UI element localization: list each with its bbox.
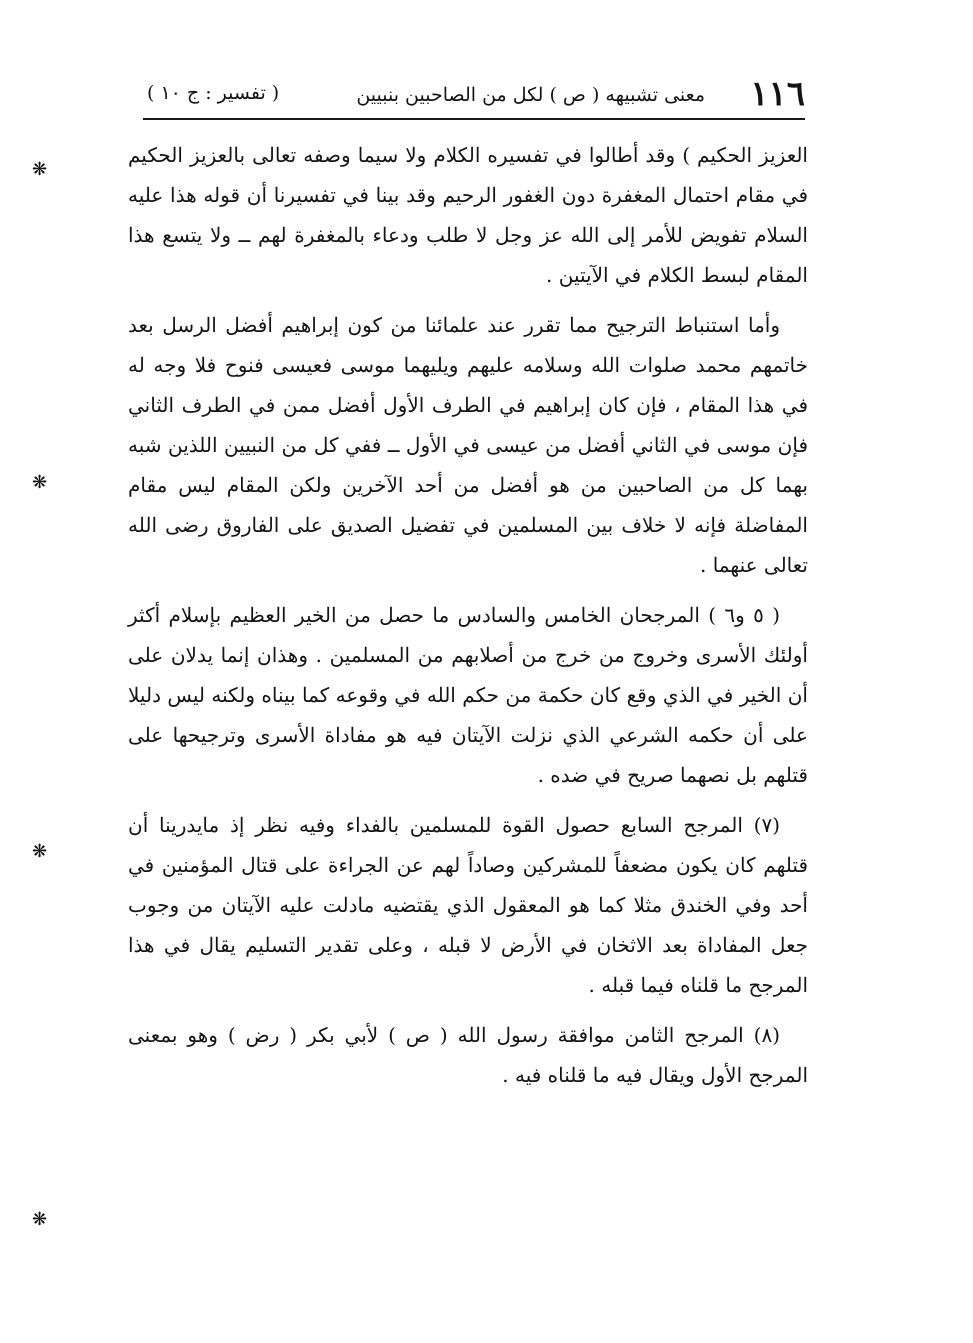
margin-mark-icon: ❋ [32,841,48,862]
margin-mark-icon: ❋ [32,472,48,493]
margin-mark-icon: ❋ [32,1209,48,1230]
page-header [143,72,805,120]
running-volume: ( تفسير : ج ١٠ ) [147,82,280,104]
margin-mark-icon: ❋ [32,159,48,180]
page-number: ١١٦ [750,74,805,114]
paragraph-4: (٧) المرجح السابع حصول القوة للمسلمين بالفداء وفيه نظر إذ مايدرينا أن قتلهم كان يكون مضعفاً للمشركين وصاداً لهم عن الجراءة على قتال المؤمنين في أحد وفي الخندق مثلا كما هو المعقول الذي يقتضيه مادلت عليه الآيتان من وجوب جعل المفاداة بعد الاثخان في الأرض لا قبله ، وعلى تقدير التسليم يقال في هذا المرجح ما قلناه فيما قبله . [128,813,808,997]
paragraph-5: (٨) المرجح الثامن موافقة رسول الله ( ص ) لأبي بكر ( رض ) وهو بمعنى المرجح الأول ويقال فيه ما قلناه فيه . [128,1023,808,1087]
page-body [128,135,808,1105]
paragraph-1: العزيز الحكيم ) وقد أطالوا في تفسيره الكلام ولا سيما وصفه تعالى بالعزيز الحكيم في مقام احتمال المغفرة دون الغفور الرحيم وقد بينا في تفسيرنا أن قوله هذا عليه السلام تفويض للأمر إلى الله عز وجل لا طلب ودعاء بالمغفرة لهم ــ ولا يتسع هذا المقام لبسط الكلام في الآيتين . [128,143,808,287]
running-title: معنى تشبيهه ( ص ) لكل من الصاحبين بنبيين [356,84,705,106]
paragraph-3: ( ٥ و٦ ) المرجحان الخامس والسادس ما حصل من الخير العظيم بإسلام أكثر أولئك الأسرى وخروج من خرج من أصلابهم من المسلمين . وهذان إنما يدلان على أن الخير في الذي وقع كان حكمة من حكم الله في وقوعه كما بيناه ولكنه ليس دليلا على أن حكمه الشرعي الذي نزلت الآيتان فيه هو مفاداة الأسرى وترجيحها على قتلهم بل نصهما صريح في ضده . [128,603,808,787]
paragraph-2: وأما استنباط الترجيح مما تقرر عند علمائنا من كون إبراهيم أفضل الرسل بعد خاتمهم محمد صلوات الله وسلامه عليهم ويليهما موسى فعيسى فنوح فلا وجه له في هذا المقام ، فإن كان إبراهيم في الطرف الأول أفضل ممن في الطرف الثاني فإن موسى في الثاني أفضل من عيسى في الأول ــ ففي كل من النبيين اللذين شبه بهما كل من الصاحبين من هو أفضل من أحد الآخرين ولكن المقام ليس مقام المفاضلة فإنه لا خلاف بين المسلمين في تفضيل الصديق على الفاروق رضى الله تعالى عنهما . [128,313,808,577]
